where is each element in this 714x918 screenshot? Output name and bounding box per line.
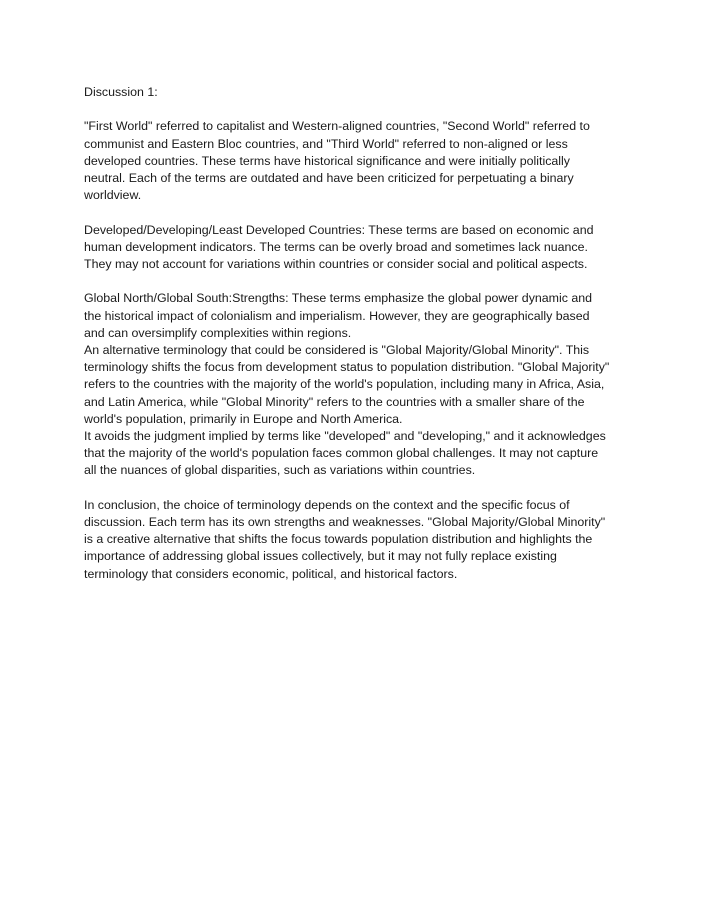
- document-body: [84, 84, 634, 583]
- paragraph-alternative-terminology: An alternative terminology that could be considered is "Global Majority/Global Minority". This terminology shifts the focus from development status to population distribution. "Global Majority" refers to the countries with the majority of the world's population, including many in Africa, Asia, and Latin America, while "Global Minority" refers to the countries with a smaller share of the world's population, primarily in Europe and North America.: [84, 343, 610, 426]
- paragraph-world-terms: "First World" referred to capitalist and Western-aligned countries, "Second World" referred to communist and Eastern Bloc countries, and "Third World" referred to non-aligned or less developed countries. These terms have historical significance and were initially politically neutral. Each of the terms are outdated and have been criticized for perpetuating a binary worldview.: [84, 119, 590, 203]
- discussion-heading: Discussion 1:: [84, 85, 158, 99]
- paragraph-conclusion: In conclusion, the choice of terminology depends on the context and the specific focus of discussion. Each term has its own strengths and weaknesses. "Global Majority/Global Minority" is a creative alternative that shifts the focus towards population distribution and highlights the importance of addressing global issues collectively, but it may not fully replace existing terminology that considers economic, political, and historical factors.: [84, 497, 606, 581]
- paragraph-avoids-judgment: It avoids the judgment implied by terms like "developed" and "developing," and it acknowledges that the majority of the world's population faces common global challenges. It may not capture all the nuances of global disparities, such as variations within countries.: [84, 429, 606, 478]
- paragraph-north-south-terms: Global North/Global South:Strengths: These terms emphasize the global power dynamic and the historical impact of colonialism and imperialism. However, they are geographically based and can oversimplify complexities within regions.: [84, 291, 593, 340]
- paragraph-spacer: [84, 204, 634, 221]
- paragraph-spacer: [84, 480, 634, 497]
- paragraph-developed-terms: Developed/Developing/Least Developed Countries: These terms are based on economic and human development indicators. The terms can be overly broad and sometimes lack nuance. They may not account for variations within countries or consider social and political aspects.: [84, 222, 594, 271]
- paragraph-spacer: [84, 101, 634, 118]
- paragraph-spacer: [84, 273, 634, 290]
